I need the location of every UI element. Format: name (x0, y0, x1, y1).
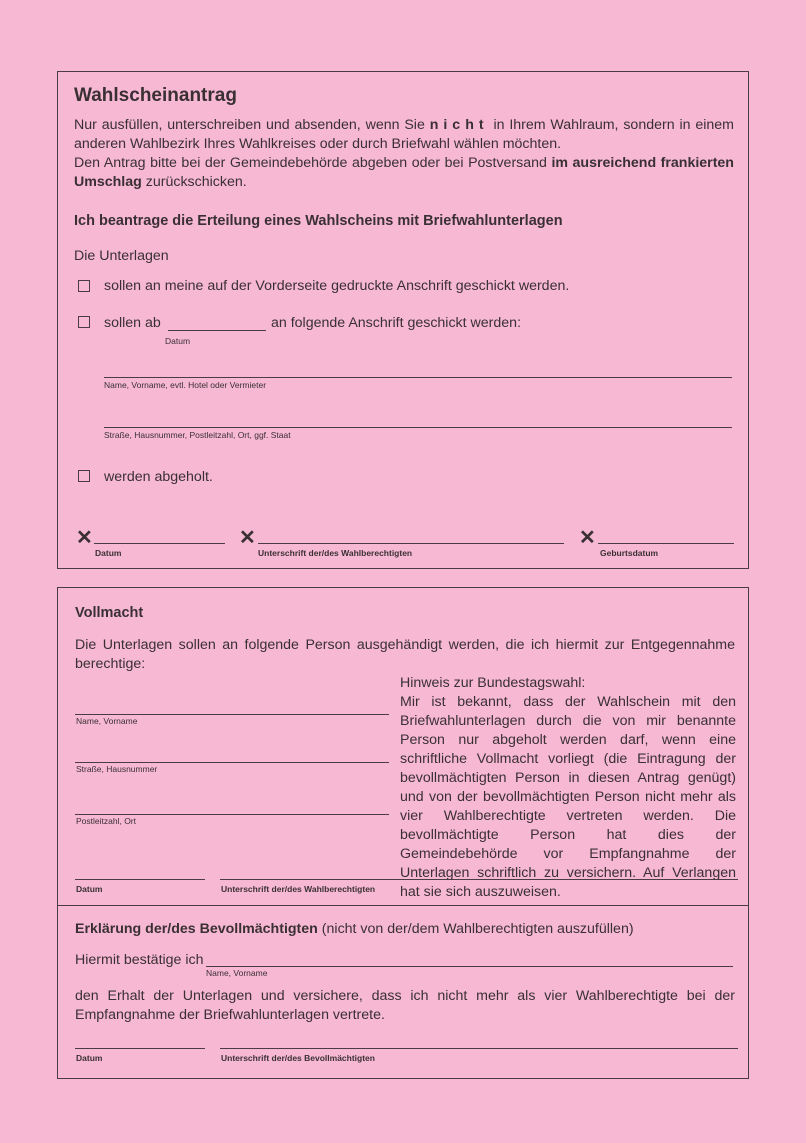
option-2-checkbox[interactable] (78, 316, 90, 328)
section-divider (58, 905, 748, 906)
declaration-name-caption: Name, Vorname (206, 968, 268, 978)
declaration-date-caption: Datum (76, 1053, 103, 1063)
application-section (57, 71, 749, 569)
application-signature-caption: Unterschrift der/des Wahlberechtigten (258, 548, 413, 558)
proxy-street-field[interactable] (75, 762, 389, 763)
note-title: Hinweis zur Bundestagswahl: (400, 675, 586, 691)
proxy-name-caption: Name, Vorname (76, 716, 138, 726)
poa-signature-field[interactable] (220, 879, 738, 880)
signature-x-mark-icon: ✕ (239, 527, 256, 549)
intro-text-2: in Ihrem Wahlraum, sondern in einem anderen Wahlbezirk Ihres Wahlkreises oder durch Briefwahl wählen möchten. (74, 117, 734, 152)
date-x-mark-icon: ✕ (76, 527, 93, 549)
address-name-field[interactable] (104, 377, 732, 378)
power-of-attorney-section (57, 587, 749, 1079)
proxy-city-caption: Postleitzahl, Ort (76, 816, 136, 826)
declaration-heading (75, 920, 634, 939)
intro-text-1: Nur ausfüllen, unterschreiben und absenden, wenn Sie (74, 117, 425, 133)
request-heading: Ich beantrage die Erteilung eines Wahlscheins mit Briefwahlunterlagen (74, 213, 563, 229)
intro-text-4: zurückschicken. (145, 174, 247, 190)
birthdate-caption: Geburtsdatum (600, 548, 659, 558)
option-1-label: sollen an meine auf der Vorderseite gedruckte Anschrift geschickt werden. (104, 278, 570, 294)
application-intro (74, 116, 734, 192)
declaration-date-field[interactable] (75, 1048, 205, 1049)
proxy-street-caption: Straße, Hausnummer (76, 764, 158, 774)
address-street-caption: Straße, Hausnummer, Postleitzahl, Ort, ggf. Staat (104, 430, 291, 440)
option-1-checkbox[interactable] (78, 280, 90, 292)
intro-text-bold: im ausreichend frankierten Umschlag (74, 155, 734, 190)
option-3-label: werden abgeholt. (104, 469, 213, 485)
poa-date-field[interactable] (75, 879, 205, 880)
intro-text-3: Den Antrag bitte bei der Gemeindebehörde abgeben oder bei Postversand (74, 155, 547, 171)
declaration-text: den Erhalt der Unterlagen und versichere, dass ich nicht mehr als vier Wahlberechtigte bei der Empfangnahme der Briefwahlunterlagen vertrete. (75, 988, 735, 1023)
proxy-name-field[interactable] (75, 714, 389, 715)
power-of-attorney-heading: Vollmacht (75, 605, 144, 621)
intro-emphasis: nicht (429, 117, 489, 133)
declaration-signature-caption: Unterschrift der/des Bevollmächtigten (221, 1053, 375, 1063)
birthdate-field[interactable] (598, 543, 734, 544)
declaration-heading-note: (nicht von der/dem Wahlberechtigten auszufüllen) (321, 921, 634, 937)
documents-label: Die Unterlagen (74, 248, 169, 264)
application-date-field[interactable] (94, 543, 225, 544)
application-signature-field[interactable] (258, 543, 564, 544)
poa-signature-caption: Unterschrift der/des Wahlberechtigten (221, 884, 376, 894)
declaration-name-field[interactable] (206, 966, 733, 967)
application-date-caption: Datum (95, 548, 122, 558)
option-2-label-before: sollen ab (104, 315, 161, 331)
option-2-date-caption: Datum (165, 336, 191, 346)
option-2-label-after: an folgende Anschrift geschickt werden: (271, 315, 522, 331)
birthdate-x-mark-icon: ✕ (579, 527, 596, 549)
address-street-field[interactable] (104, 427, 732, 428)
declaration-heading-bold: Erklärung der/des Bevollmächtigten (75, 921, 318, 937)
power-of-attorney-intro: Die Unterlagen sollen an folgende Person ausgehändigt werden, die ich hiermit zur Entgegennahme berechtige: (75, 637, 735, 672)
proxy-city-field[interactable] (75, 814, 389, 815)
address-name-caption: Name, Vorname, evtl. Hotel oder Vermieter (104, 380, 267, 390)
poa-date-caption: Datum (76, 884, 103, 894)
note-text: Mir ist bekannt, dass der Wahlschein mit den Briefwahlunterlagen durch die von mir benannte Person nur abgeholt werden darf, wenn eine schriftliche Vollmacht vorliegt (die Eintragung der bevollmächtigten Person in diesen Antrag genügt) und von der bevollmächtigten Person nicht mehr als vier Wahlberechtigte vertreten werden. Die bevollmächtigte Person hat dies der Gemeindebehörde vor Empfangnahme der Unterlagen schriftlich zu versichern. Auf Verlangen hat sie sich auszuweisen. (400, 694, 736, 900)
application-title: Wahlscheinantrag (74, 85, 237, 106)
declaration-signature-field[interactable] (220, 1048, 738, 1049)
option-2-date-field[interactable] (168, 330, 266, 331)
declaration-confirm-label: Hiermit bestätige ich (75, 952, 204, 968)
option-3-checkbox[interactable] (78, 470, 90, 482)
